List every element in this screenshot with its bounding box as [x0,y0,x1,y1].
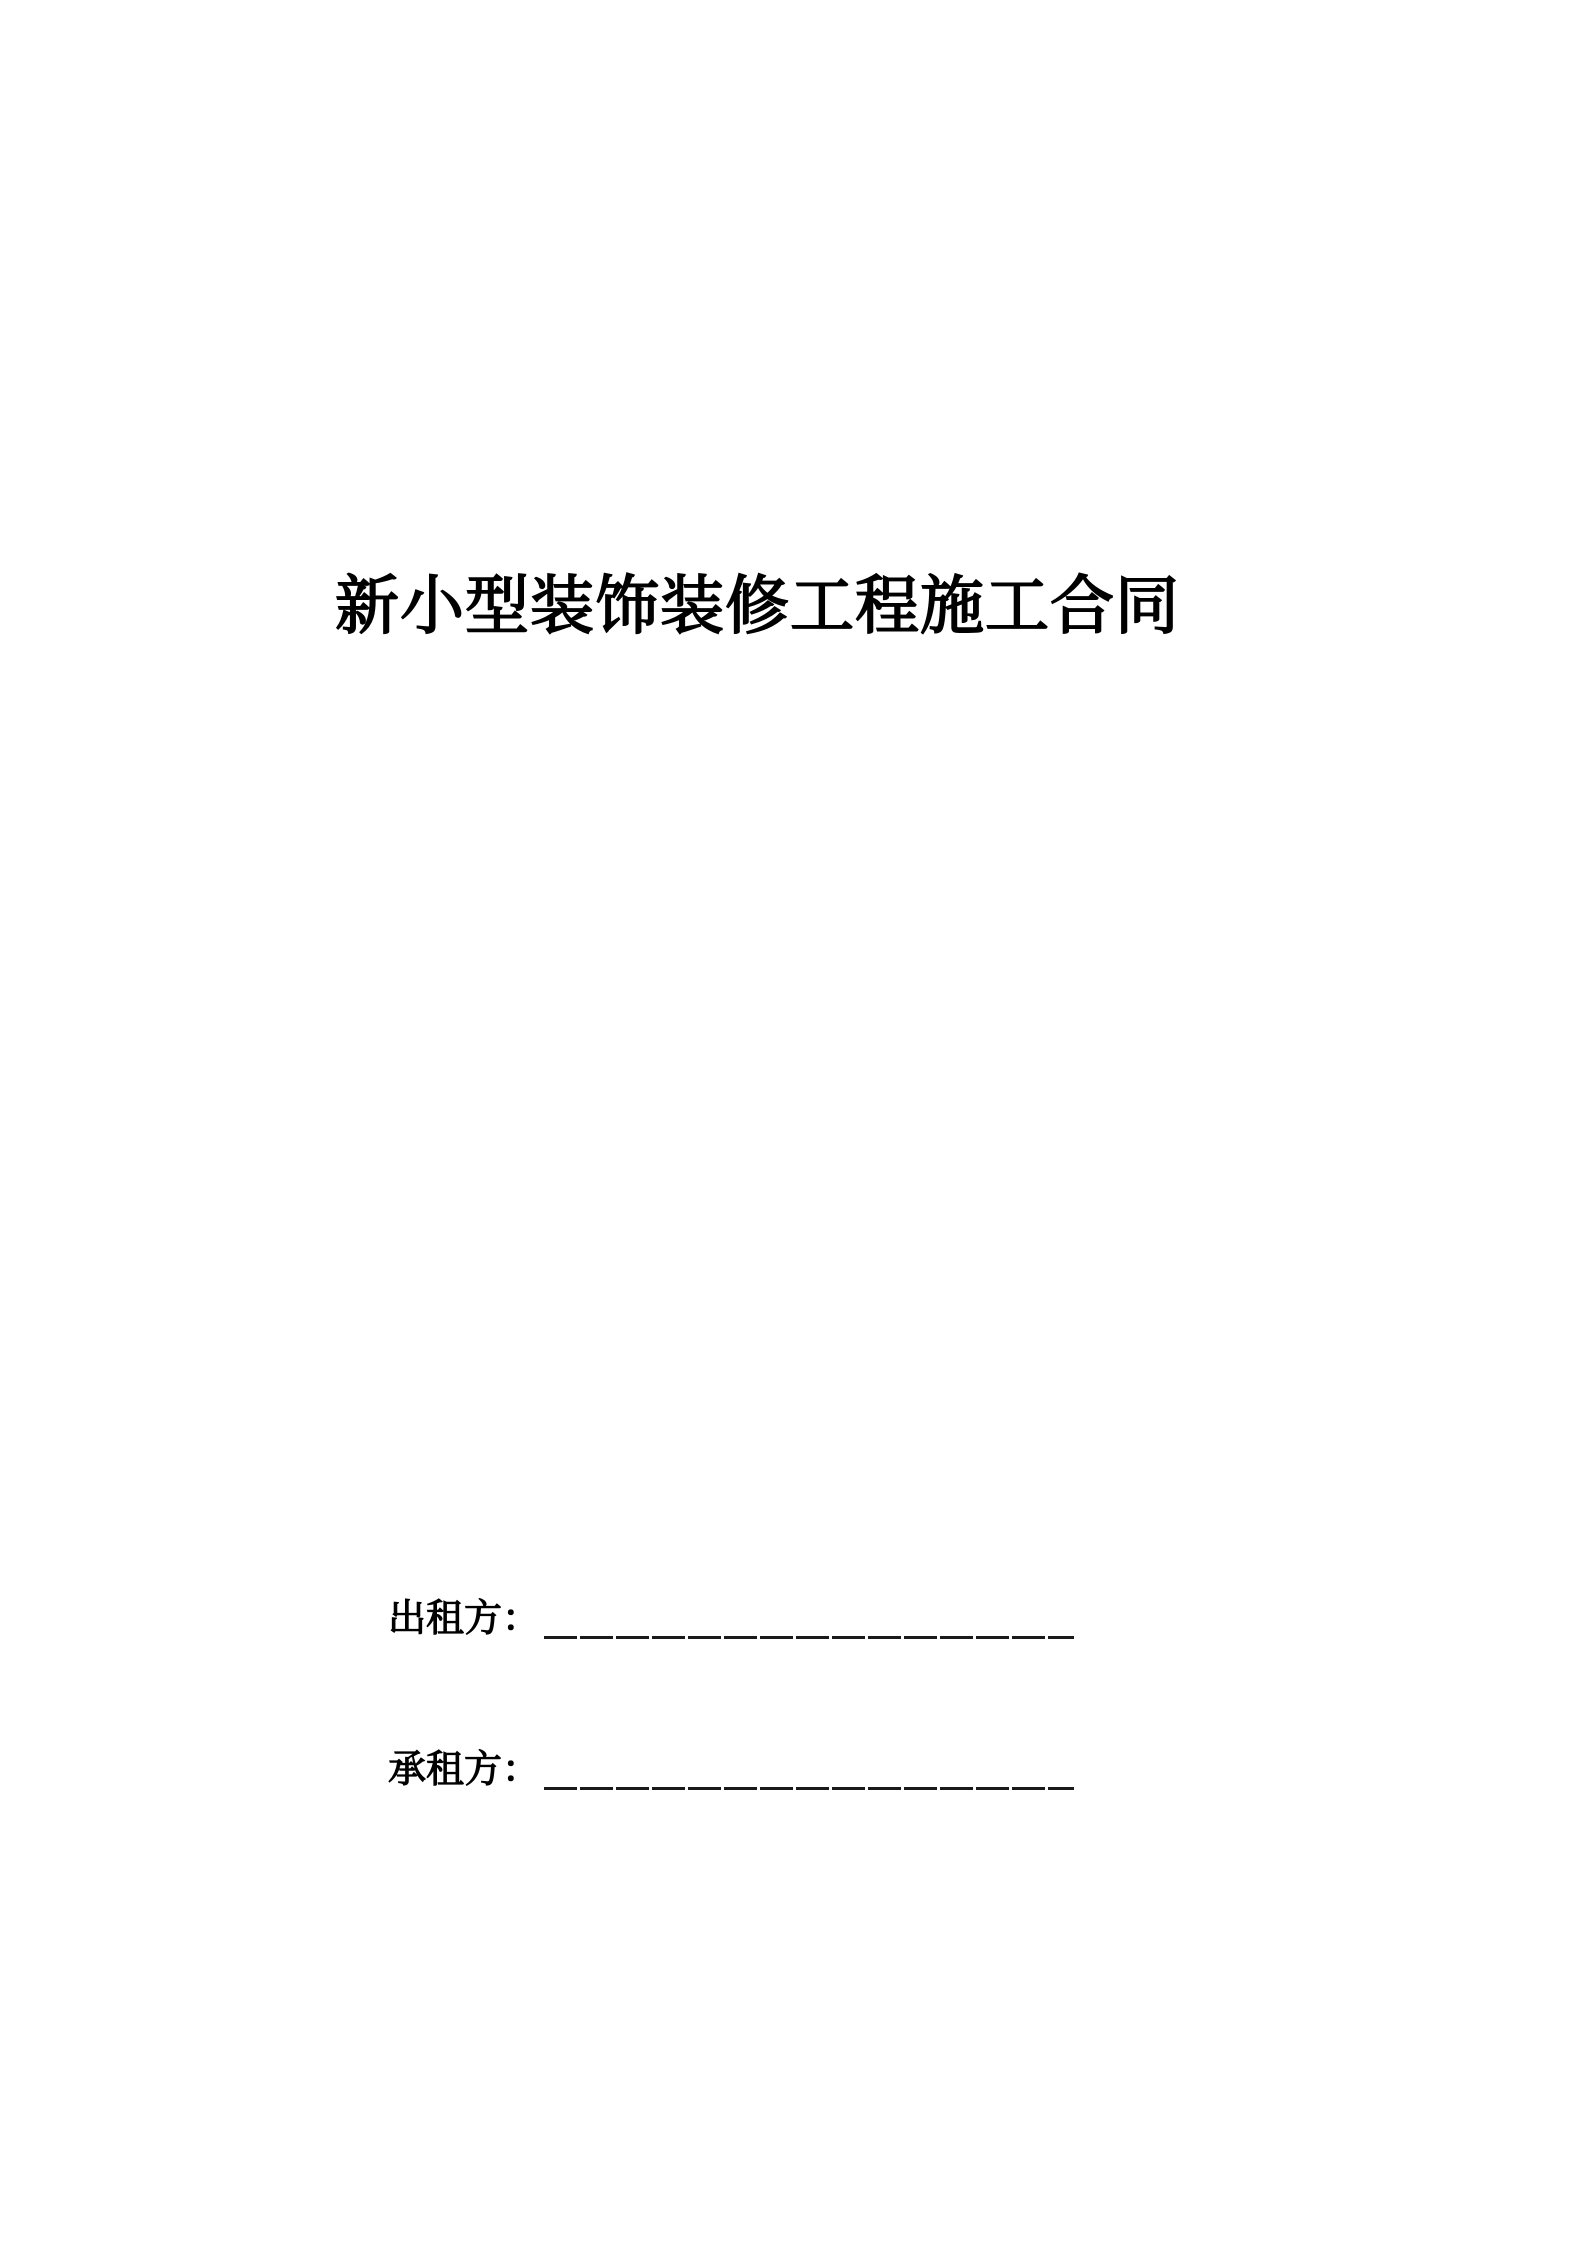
lessor-field [388,1599,1074,1639]
document-title: 新小型装饰装修工程施工合同 [335,570,1180,642]
lessor-label: 出租方： [388,1598,541,1640]
lessee-label: 承租方： [388,1749,541,1791]
lessee-blank-line[interactable] [544,1750,1074,1790]
lessee-field [388,1750,1074,1790]
lessor-blank-line[interactable] [544,1599,1074,1639]
